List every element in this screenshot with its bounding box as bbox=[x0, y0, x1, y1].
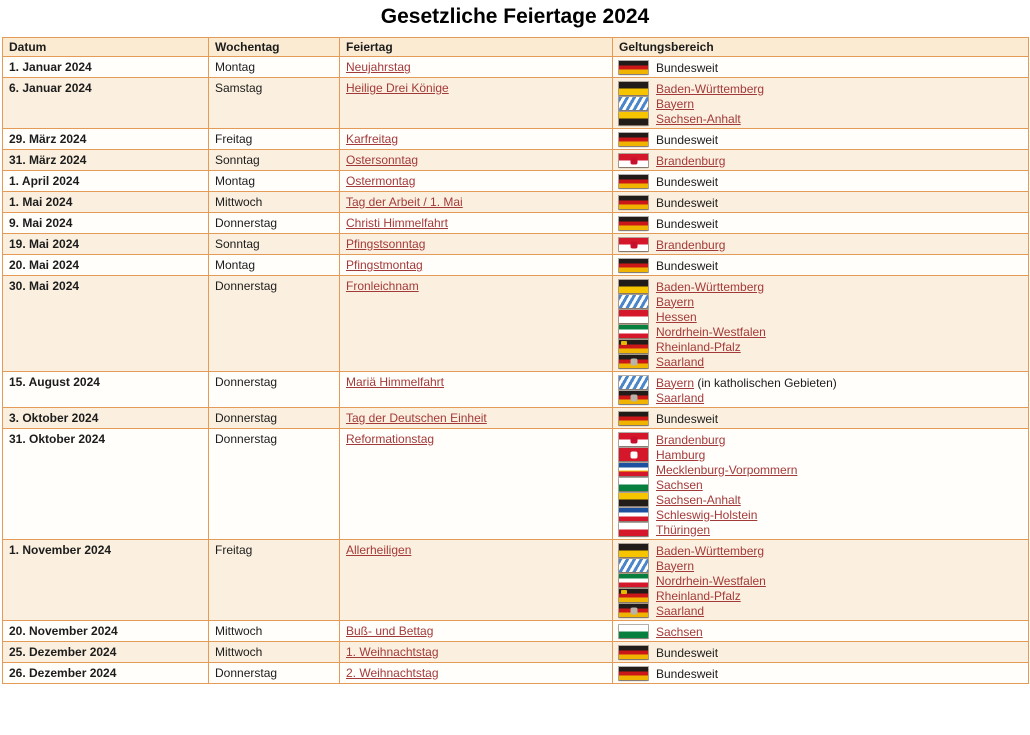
region-link[interactable]: Sachsen-Anhalt bbox=[656, 492, 741, 507]
bayern-flag-icon bbox=[619, 295, 648, 308]
region-text bbox=[656, 589, 741, 603]
regions-cell bbox=[613, 234, 1029, 255]
region-text bbox=[656, 493, 741, 507]
holiday-link[interactable]: Pfingstmontag bbox=[346, 258, 423, 272]
date-cell: 31. Oktober 2024 bbox=[3, 429, 209, 540]
table-row bbox=[3, 408, 1029, 429]
table-row bbox=[3, 150, 1029, 171]
regions-cell bbox=[613, 255, 1029, 276]
bayern-flag-icon bbox=[619, 97, 648, 110]
germany-flag-icon bbox=[619, 259, 648, 272]
region-link[interactable]: Saarland bbox=[656, 354, 705, 369]
regions-cell bbox=[613, 129, 1029, 150]
table-row bbox=[3, 78, 1029, 129]
holiday-link[interactable]: Ostersonntag bbox=[346, 153, 419, 167]
schleswig-holstein-flag-icon bbox=[619, 508, 648, 521]
region-line bbox=[619, 96, 1022, 111]
baden-wuerttemberg-flag-icon bbox=[619, 544, 648, 557]
region-line bbox=[619, 447, 1022, 462]
region-label: Bundesweit bbox=[656, 411, 719, 426]
region-link[interactable]: Bayern bbox=[656, 375, 695, 390]
germany-flag-icon bbox=[619, 175, 648, 188]
regions-cell bbox=[613, 213, 1029, 234]
region-text bbox=[656, 217, 718, 231]
region-link[interactable]: Bayern bbox=[656, 96, 695, 111]
region-link[interactable]: Rheinland-Pfalz bbox=[656, 339, 741, 354]
region-label: Bundesweit bbox=[656, 174, 719, 189]
regions-cell bbox=[613, 621, 1029, 642]
mecklenburg-vorpommern-flag-icon bbox=[619, 463, 648, 476]
region-text bbox=[656, 559, 694, 573]
regions-cell bbox=[613, 642, 1029, 663]
region-line bbox=[619, 522, 1022, 537]
region-text bbox=[656, 544, 764, 558]
region-text bbox=[656, 112, 741, 126]
date-cell: 29. März 2024 bbox=[3, 129, 209, 150]
region-link[interactable]: Baden-Württemberg bbox=[656, 279, 765, 294]
holiday-link[interactable]: Tag der Deutschen Einheit bbox=[346, 411, 487, 425]
brandenburg-emblem-icon bbox=[630, 436, 637, 443]
rheinland-pfalz-emblem-icon bbox=[621, 590, 627, 594]
region-link[interactable]: Nordrhein-Westfalen bbox=[656, 324, 766, 339]
table-row bbox=[3, 663, 1029, 684]
holiday-link[interactable]: Neujahrstag bbox=[346, 60, 411, 74]
region-text bbox=[656, 61, 718, 75]
region-text bbox=[656, 646, 718, 660]
saarland-flag-icon bbox=[619, 604, 648, 617]
date-cell: 19. Mai 2024 bbox=[3, 234, 209, 255]
region-line bbox=[619, 666, 1022, 681]
table-row bbox=[3, 171, 1029, 192]
holiday-cell bbox=[340, 78, 613, 129]
regions-cell bbox=[613, 429, 1029, 540]
weekday-cell: Mittwoch bbox=[209, 621, 340, 642]
region-label: Bundesweit bbox=[656, 132, 719, 147]
weekday-cell: Donnerstag bbox=[209, 663, 340, 684]
region-label: Bundesweit bbox=[656, 258, 719, 273]
germany-flag-icon bbox=[619, 412, 648, 425]
date-cell: 1. November 2024 bbox=[3, 540, 209, 621]
brandenburg-emblem-icon bbox=[630, 241, 637, 248]
region-line bbox=[619, 111, 1022, 126]
sachsen-flag-icon bbox=[619, 478, 648, 491]
holiday-link[interactable]: Heilige Drei Könige bbox=[346, 81, 449, 95]
table-row bbox=[3, 255, 1029, 276]
column-header-geltungsbereich: Geltungsbereich bbox=[613, 38, 1029, 57]
weekday-cell: Sonntag bbox=[209, 150, 340, 171]
region-text bbox=[656, 667, 718, 681]
holiday-link[interactable]: Buß- und Bettag bbox=[346, 624, 434, 638]
saarland-flag-icon bbox=[619, 391, 648, 404]
regions-cell bbox=[613, 57, 1029, 78]
holiday-cell bbox=[340, 255, 613, 276]
region-label: Bundesweit bbox=[656, 645, 719, 660]
regions-cell bbox=[613, 171, 1029, 192]
holiday-link[interactable]: Tag der Arbeit / 1. Mai bbox=[346, 195, 463, 209]
weekday-cell: Donnerstag bbox=[209, 276, 340, 372]
region-link[interactable]: Baden-Württemberg bbox=[656, 81, 765, 96]
region-line bbox=[619, 81, 1022, 96]
regions-cell bbox=[613, 276, 1029, 372]
region-line bbox=[619, 573, 1022, 588]
date-cell: 30. Mai 2024 bbox=[3, 276, 209, 372]
region-line bbox=[619, 558, 1022, 573]
region-text bbox=[656, 574, 766, 588]
region-text bbox=[656, 82, 764, 96]
region-line bbox=[619, 153, 1022, 168]
region-link[interactable]: Brandenburg bbox=[656, 153, 726, 168]
region-text bbox=[656, 196, 718, 210]
region-text bbox=[656, 133, 718, 147]
region-link[interactable]: Rheinland-Pfalz bbox=[656, 588, 741, 603]
weekday-cell: Donnerstag bbox=[209, 372, 340, 408]
region-line bbox=[619, 543, 1022, 558]
region-text bbox=[656, 433, 725, 447]
region-text bbox=[656, 295, 694, 309]
brandenburg-flag-icon bbox=[619, 154, 648, 167]
region-line bbox=[619, 588, 1022, 603]
rheinland-pfalz-flag-icon bbox=[619, 340, 648, 353]
region-link[interactable]: Brandenburg bbox=[656, 432, 726, 447]
holiday-link[interactable]: Allerheiligen bbox=[346, 543, 412, 557]
holiday-cell bbox=[340, 150, 613, 171]
weekday-cell: Donnerstag bbox=[209, 429, 340, 540]
date-cell: 1. April 2024 bbox=[3, 171, 209, 192]
column-header-feiertag: Feiertag bbox=[340, 38, 613, 57]
germany-flag-icon bbox=[619, 61, 648, 74]
region-text bbox=[656, 355, 704, 369]
table-row bbox=[3, 213, 1029, 234]
region-line bbox=[619, 174, 1022, 189]
bayern-flag-icon bbox=[619, 559, 648, 572]
germany-flag-icon bbox=[619, 217, 648, 230]
holiday-cell bbox=[340, 57, 613, 78]
bayern-flag-icon bbox=[619, 376, 648, 389]
holiday-cell bbox=[340, 129, 613, 150]
region-text bbox=[656, 604, 704, 618]
region-line bbox=[619, 645, 1022, 660]
region-line bbox=[619, 237, 1022, 252]
region-text bbox=[656, 625, 703, 639]
region-line bbox=[619, 624, 1022, 639]
region-text bbox=[656, 154, 725, 168]
region-text bbox=[656, 325, 766, 339]
region-link[interactable]: Thüringen bbox=[656, 522, 711, 537]
region-link[interactable]: Nordrhein-Westfalen bbox=[656, 573, 766, 588]
region-link[interactable]: Saarland bbox=[656, 603, 705, 618]
holiday-link[interactable]: 1. Weihnachtstag bbox=[346, 645, 439, 659]
region-text bbox=[656, 376, 837, 390]
region-line bbox=[619, 339, 1022, 354]
sachsen-flag-icon bbox=[619, 625, 648, 638]
weekday-cell: Montag bbox=[209, 255, 340, 276]
region-label: Bundesweit bbox=[656, 666, 719, 681]
holiday-cell bbox=[340, 408, 613, 429]
holiday-cell bbox=[340, 621, 613, 642]
nordrhein-westfalen-flag-icon bbox=[619, 325, 648, 338]
holiday-cell bbox=[340, 276, 613, 372]
brandenburg-flag-icon bbox=[619, 238, 648, 251]
region-link[interactable]: Bayern bbox=[656, 558, 695, 573]
region-line bbox=[619, 432, 1022, 447]
page bbox=[0, 5, 1030, 684]
page-title: Gesetzliche Feiertage 2024 bbox=[380, 5, 650, 28]
regions-cell bbox=[613, 372, 1029, 408]
sachsen-anhalt-flag-icon bbox=[619, 112, 648, 125]
rheinland-pfalz-flag-icon bbox=[619, 589, 648, 602]
table-row bbox=[3, 234, 1029, 255]
region-line bbox=[619, 195, 1022, 210]
region-line bbox=[619, 411, 1022, 426]
region-link[interactable]: Brandenburg bbox=[656, 237, 726, 252]
nordrhein-westfalen-flag-icon bbox=[619, 574, 648, 587]
column-header-wochentag: Wochentag bbox=[209, 38, 340, 57]
date-cell: 3. Oktober 2024 bbox=[3, 408, 209, 429]
table-row bbox=[3, 372, 1029, 408]
table-row bbox=[3, 57, 1029, 78]
date-cell: 15. August 2024 bbox=[3, 372, 209, 408]
holidays-table bbox=[2, 37, 1029, 684]
hamburg-flag-icon bbox=[619, 448, 648, 461]
regions-cell bbox=[613, 150, 1029, 171]
region-text bbox=[656, 412, 718, 426]
region-link[interactable]: Bayern bbox=[656, 294, 695, 309]
holiday-cell bbox=[340, 372, 613, 408]
holiday-cell bbox=[340, 429, 613, 540]
region-link[interactable]: Sachsen bbox=[656, 477, 703, 492]
region-link[interactable]: Sachsen bbox=[656, 624, 703, 639]
region-link[interactable]: Mecklenburg-Vorpommern bbox=[656, 462, 798, 477]
baden-wuerttemberg-flag-icon bbox=[619, 82, 648, 95]
weekday-cell: Donnerstag bbox=[209, 213, 340, 234]
region-line bbox=[619, 354, 1022, 369]
baden-wuerttemberg-flag-icon bbox=[619, 280, 648, 293]
saarland-flag-icon bbox=[619, 355, 648, 368]
weekday-cell: Freitag bbox=[209, 540, 340, 621]
region-link[interactable]: Hamburg bbox=[656, 447, 706, 462]
region-text bbox=[656, 463, 797, 477]
holiday-cell bbox=[340, 171, 613, 192]
region-label: Bundesweit bbox=[656, 195, 719, 210]
date-cell: 6. Januar 2024 bbox=[3, 78, 209, 129]
thueringen-flag-icon bbox=[619, 523, 648, 536]
holiday-link[interactable]: 2. Weihnachtstag bbox=[346, 666, 439, 680]
table-row bbox=[3, 129, 1029, 150]
region-text bbox=[656, 280, 764, 294]
region-text bbox=[656, 259, 718, 273]
region-line bbox=[619, 309, 1022, 324]
holiday-cell bbox=[340, 213, 613, 234]
germany-flag-icon bbox=[619, 133, 648, 146]
weekday-cell: Mittwoch bbox=[209, 642, 340, 663]
region-text bbox=[656, 448, 705, 462]
region-text bbox=[656, 310, 697, 324]
region-label: Bundesweit bbox=[656, 216, 719, 231]
weekday-cell: Mittwoch bbox=[209, 192, 340, 213]
region-text bbox=[656, 391, 704, 405]
region-text bbox=[656, 175, 718, 189]
date-cell: 26. Dezember 2024 bbox=[3, 663, 209, 684]
region-text bbox=[656, 508, 757, 522]
region-label: Bundesweit bbox=[656, 60, 719, 75]
regions-cell bbox=[613, 192, 1029, 213]
table-row bbox=[3, 192, 1029, 213]
region-line bbox=[619, 477, 1022, 492]
holiday-link[interactable]: Ostermontag bbox=[346, 174, 416, 188]
region-text bbox=[656, 340, 741, 354]
region-line bbox=[619, 375, 1022, 390]
regions-cell bbox=[613, 663, 1029, 684]
table-row bbox=[3, 429, 1029, 540]
holiday-link[interactable]: Karfreitag bbox=[346, 132, 399, 146]
region-line bbox=[619, 294, 1022, 309]
table-row bbox=[3, 621, 1029, 642]
region-line bbox=[619, 390, 1022, 405]
date-cell: 9. Mai 2024 bbox=[3, 213, 209, 234]
weekday-cell: Samstag bbox=[209, 78, 340, 129]
date-cell: 1. Mai 2024 bbox=[3, 192, 209, 213]
region-link[interactable]: Hessen bbox=[656, 309, 697, 324]
weekday-cell: Montag bbox=[209, 171, 340, 192]
region-line bbox=[619, 492, 1022, 507]
region-link[interactable]: Sachsen-Anhalt bbox=[656, 111, 741, 126]
regions-cell bbox=[613, 78, 1029, 129]
column-header-datum: Datum bbox=[3, 38, 209, 57]
region-link[interactable]: Schleswig-Holstein bbox=[656, 507, 758, 522]
weekday-cell: Freitag bbox=[209, 129, 340, 150]
table-row bbox=[3, 276, 1029, 372]
table-row bbox=[3, 642, 1029, 663]
brandenburg-flag-icon bbox=[619, 433, 648, 446]
holiday-cell bbox=[340, 663, 613, 684]
holiday-cell bbox=[340, 234, 613, 255]
brandenburg-emblem-icon bbox=[630, 157, 637, 164]
saarland-emblem-icon bbox=[630, 394, 637, 401]
holiday-link[interactable]: Pfingstsonntag bbox=[346, 237, 426, 251]
table-header bbox=[3, 38, 1029, 57]
region-line bbox=[619, 216, 1022, 231]
weekday-cell: Montag bbox=[209, 57, 340, 78]
region-line bbox=[619, 132, 1022, 147]
region-text bbox=[656, 238, 725, 252]
date-cell: 31. März 2024 bbox=[3, 150, 209, 171]
region-line bbox=[619, 603, 1022, 618]
holiday-link[interactable]: Fronleichnam bbox=[346, 279, 419, 293]
date-cell: 20. November 2024 bbox=[3, 621, 209, 642]
region-line bbox=[619, 279, 1022, 294]
holiday-cell bbox=[340, 540, 613, 621]
region-line bbox=[619, 324, 1022, 339]
date-cell: 20. Mai 2024 bbox=[3, 255, 209, 276]
region-text bbox=[656, 478, 703, 492]
hessen-flag-icon bbox=[619, 310, 648, 323]
weekday-cell: Sonntag bbox=[209, 234, 340, 255]
region-line bbox=[619, 258, 1022, 273]
header-row bbox=[3, 38, 1029, 57]
region-line bbox=[619, 60, 1022, 75]
date-cell: 1. Januar 2024 bbox=[3, 57, 209, 78]
weekday-cell: Donnerstag bbox=[209, 408, 340, 429]
saarland-emblem-icon bbox=[630, 607, 637, 614]
region-link[interactable]: Saarland bbox=[656, 390, 705, 405]
region-text bbox=[656, 97, 694, 111]
holiday-cell bbox=[340, 192, 613, 213]
holiday-link[interactable]: Mariä Himmelfahrt bbox=[346, 375, 445, 389]
holiday-link[interactable]: Reformationstag bbox=[346, 432, 435, 446]
holiday-link[interactable]: Christi Himmelfahrt bbox=[346, 216, 449, 230]
saarland-emblem-icon bbox=[630, 358, 637, 365]
region-text bbox=[656, 523, 710, 537]
regions-cell bbox=[613, 540, 1029, 621]
sachsen-anhalt-flag-icon bbox=[619, 493, 648, 506]
table-row bbox=[3, 540, 1029, 621]
date-cell: 25. Dezember 2024 bbox=[3, 642, 209, 663]
region-link[interactable]: Baden-Württemberg bbox=[656, 543, 765, 558]
holiday-cell bbox=[340, 642, 613, 663]
hamburg-emblem-icon bbox=[630, 451, 637, 458]
region-line bbox=[619, 507, 1022, 522]
germany-flag-icon bbox=[619, 646, 648, 659]
regions-cell bbox=[613, 408, 1029, 429]
region-line bbox=[619, 462, 1022, 477]
rheinland-pfalz-emblem-icon bbox=[621, 341, 627, 345]
region-suffix: (in katholischen Gebieten) bbox=[694, 375, 837, 390]
germany-flag-icon bbox=[619, 196, 648, 209]
germany-flag-icon bbox=[619, 667, 648, 680]
